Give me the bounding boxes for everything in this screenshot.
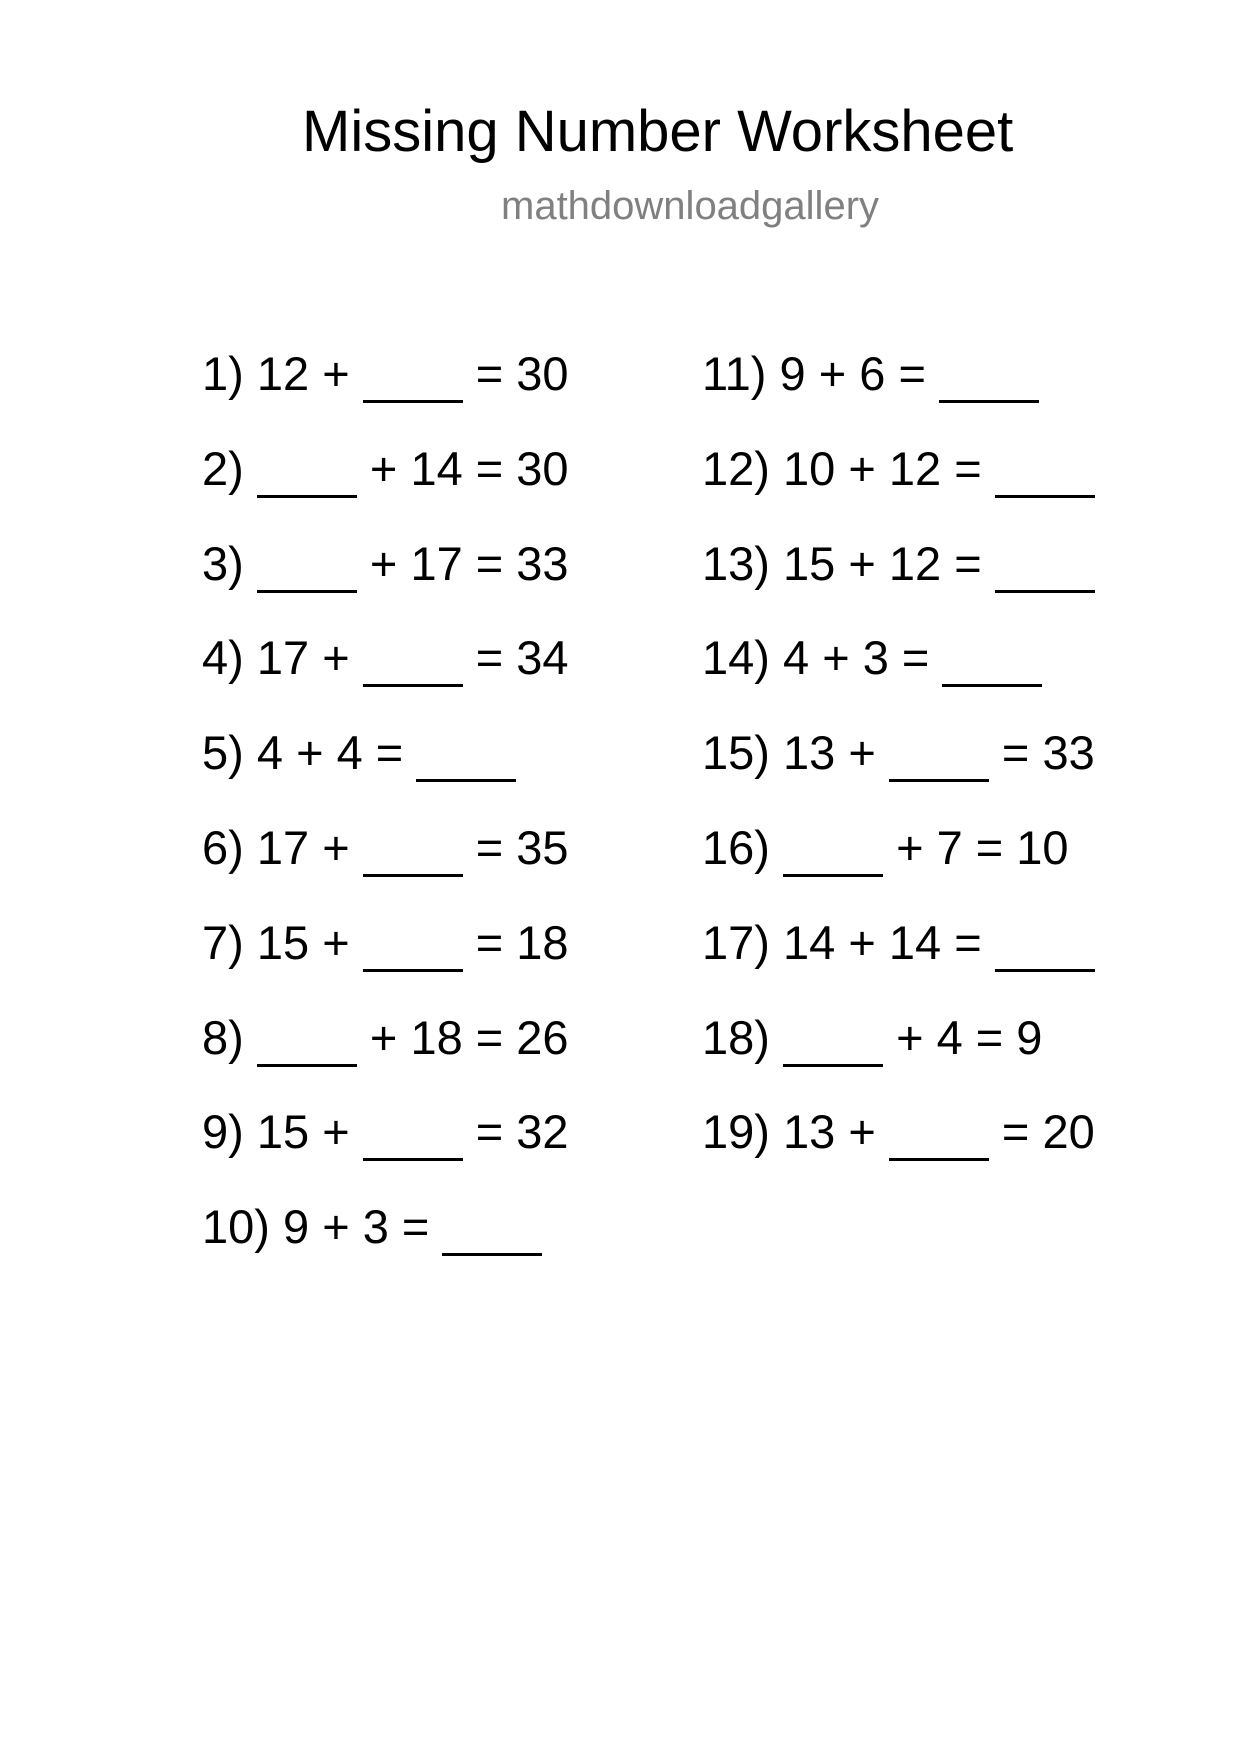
result: 18 xyxy=(516,915,569,969)
equals-sign: = xyxy=(475,441,504,495)
problem-number: 7) xyxy=(202,915,244,969)
equals-sign: = xyxy=(1001,1105,1030,1159)
operator: + xyxy=(322,1200,350,1254)
operand-a: 10 xyxy=(783,441,836,495)
answer-blank[interactable] xyxy=(363,830,463,877)
operand-a: 13 xyxy=(783,726,836,780)
equals-sign: = xyxy=(901,631,930,685)
operand-a: 4 xyxy=(783,631,810,685)
operand-a: 14 xyxy=(783,915,836,969)
operand-a: 17 xyxy=(256,821,310,874)
operator: + xyxy=(848,1105,876,1159)
operator: + xyxy=(848,915,876,969)
operand-a: 9 xyxy=(283,1200,310,1254)
problem-number: 18) xyxy=(702,1010,770,1064)
result: 10 xyxy=(1016,821,1069,874)
operand-a: 9 xyxy=(779,347,806,400)
problem-item xyxy=(702,1010,1043,1064)
problem-number: 3) xyxy=(202,536,244,590)
problem-item xyxy=(202,347,569,400)
answer-blank[interactable] xyxy=(363,640,463,687)
operand-a: 15 xyxy=(256,915,310,969)
operator: + xyxy=(848,536,876,590)
equals-sign: = xyxy=(954,441,982,495)
operator: + xyxy=(369,1010,398,1064)
equals-sign: = xyxy=(954,536,982,590)
operator: + xyxy=(818,347,847,400)
problem-item xyxy=(202,915,569,969)
operator: + xyxy=(822,631,850,685)
problem-number: 17) xyxy=(702,915,770,969)
equals-sign: = xyxy=(898,347,926,400)
answer-blank[interactable] xyxy=(995,546,1095,593)
result: 30 xyxy=(516,347,569,400)
problem-number: 9) xyxy=(202,1105,244,1159)
operand-a: 4 xyxy=(256,726,283,780)
problem-number: 10) xyxy=(202,1200,270,1254)
answer-blank[interactable] xyxy=(939,356,1039,403)
result: 26 xyxy=(516,1010,569,1064)
answer-blank[interactable] xyxy=(995,451,1095,498)
equals-sign: = xyxy=(475,821,504,874)
answer-blank[interactable] xyxy=(783,1020,883,1067)
answer-blank[interactable] xyxy=(257,546,357,593)
operand-b: 4 xyxy=(936,1010,963,1064)
problem-item xyxy=(202,631,569,685)
problem-number: 4) xyxy=(202,631,244,685)
problem-number: 12) xyxy=(702,441,770,495)
answer-blank[interactable] xyxy=(363,356,463,403)
equals-sign: = xyxy=(954,915,982,969)
equals-sign: = xyxy=(975,821,1004,874)
equals-sign: = xyxy=(1001,726,1030,780)
problem-item xyxy=(202,441,569,495)
result: 33 xyxy=(516,536,569,590)
equals-sign: = xyxy=(475,347,504,400)
problem-item xyxy=(202,726,516,780)
problem-item xyxy=(202,536,569,590)
operator: + xyxy=(369,536,398,590)
result: 35 xyxy=(516,821,569,874)
worksheet-title: Missing Number Worksheet xyxy=(302,99,1014,164)
equals-sign: = xyxy=(975,1010,1004,1064)
problem-item xyxy=(702,536,1095,590)
equals-sign: = xyxy=(475,1105,504,1159)
operand-b: 4 xyxy=(336,726,363,780)
problem-number: 15) xyxy=(702,726,770,780)
operand-b: 14 xyxy=(410,441,463,495)
answer-blank[interactable] xyxy=(995,925,1095,972)
operand-a: 15 xyxy=(256,1105,310,1159)
problem-item xyxy=(702,441,1095,495)
operator: + xyxy=(322,821,350,874)
operator: + xyxy=(322,631,350,685)
result: 20 xyxy=(1042,1105,1095,1159)
operator: + xyxy=(896,1010,924,1064)
problem-number: 19) xyxy=(702,1105,770,1159)
equals-sign: = xyxy=(401,1200,430,1254)
equals-sign: = xyxy=(375,726,404,780)
problem-number: 13) xyxy=(702,536,770,590)
problem-item xyxy=(702,821,1069,874)
operand-b: 17 xyxy=(410,536,463,590)
problem-number: 1) xyxy=(202,347,244,400)
equals-sign: = xyxy=(475,631,504,685)
operand-b: 14 xyxy=(888,915,942,969)
problem-number: 6) xyxy=(202,821,244,874)
answer-blank[interactable] xyxy=(783,830,883,877)
operator: + xyxy=(896,821,924,874)
problem-number: 14) xyxy=(702,631,770,685)
result: 34 xyxy=(516,631,569,685)
problem-item xyxy=(202,1105,569,1159)
operator: + xyxy=(369,441,398,495)
answer-blank[interactable] xyxy=(363,925,463,972)
answer-blank[interactable] xyxy=(889,1114,989,1161)
operand-b: 3 xyxy=(362,1200,389,1254)
equals-sign: = xyxy=(475,536,504,590)
problem-item xyxy=(202,1200,542,1254)
operator: + xyxy=(848,726,876,780)
operand-b: 6 xyxy=(859,347,886,400)
answer-blank[interactable] xyxy=(363,1114,463,1161)
operand-b: 12 xyxy=(888,441,942,495)
problem-item xyxy=(202,1010,569,1064)
operand-a: 15 xyxy=(783,536,836,590)
operand-b: 18 xyxy=(410,1010,463,1064)
problem-item xyxy=(702,347,1039,400)
answer-blank[interactable] xyxy=(257,451,357,498)
equals-sign: = xyxy=(475,1010,504,1064)
answer-blank[interactable] xyxy=(442,1209,542,1256)
operator: + xyxy=(296,726,324,780)
problem-item xyxy=(702,915,1095,969)
operator: + xyxy=(322,347,350,400)
operand-b: 7 xyxy=(936,821,963,874)
operator: + xyxy=(322,1105,350,1159)
problem-number: 16) xyxy=(702,821,770,874)
result: 9 xyxy=(1016,1010,1043,1064)
answer-blank[interactable] xyxy=(889,735,989,782)
operand-a: 13 xyxy=(783,1105,836,1159)
answer-blank[interactable] xyxy=(942,640,1042,687)
result: 33 xyxy=(1042,726,1095,780)
operator: + xyxy=(322,915,350,969)
problem-item xyxy=(702,726,1095,780)
operand-b: 12 xyxy=(888,536,942,590)
result: 32 xyxy=(516,1105,569,1159)
problem-number: 8) xyxy=(202,1010,244,1064)
operand-a: 17 xyxy=(256,631,310,685)
answer-blank[interactable] xyxy=(257,1020,357,1067)
answer-blank[interactable] xyxy=(416,735,516,782)
problem-item xyxy=(702,1105,1095,1159)
result: 30 xyxy=(516,441,569,495)
equals-sign: = xyxy=(475,915,504,969)
worksheet-subtitle: mathdownloadgallery xyxy=(501,184,880,228)
operator: + xyxy=(848,441,876,495)
problem-number: 2) xyxy=(202,441,244,495)
problem-item xyxy=(202,821,569,874)
problem-number: 5) xyxy=(202,726,244,780)
problem-item xyxy=(702,631,1042,685)
problem-number: 11) xyxy=(702,347,767,400)
operand-a: 12 xyxy=(256,347,310,400)
operand-b: 3 xyxy=(862,631,889,685)
